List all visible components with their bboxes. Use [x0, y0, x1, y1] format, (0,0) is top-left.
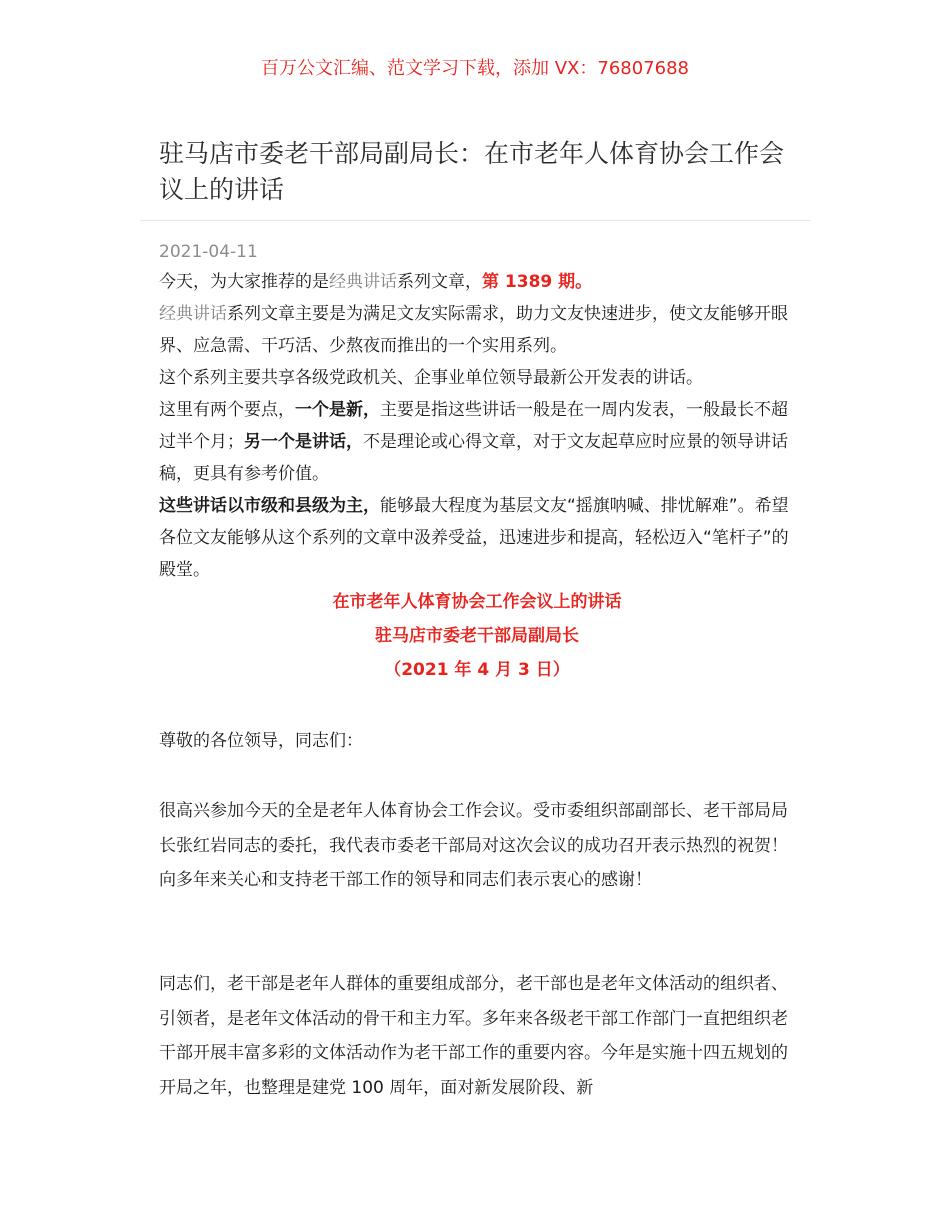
publish-date: 2021-04-11: [159, 242, 258, 262]
speech-date: （2021 年 4 月 3 日）: [384, 660, 570, 680]
series-name: 经典讲话: [329, 272, 397, 292]
series-intro: [159, 266, 795, 586]
speech-speaker: 驻马店市委老干部局副局长: [375, 626, 579, 646]
series-name-2: 经典讲话: [159, 304, 227, 324]
promo-banner: 百万公文汇编、范文学习下载，添加 VX：76807688: [261, 58, 689, 79]
title-divider: [140, 220, 810, 221]
p4-c: 主要是指这些讲话一般是在一周内发表，一般最长不超过半个月；: [159, 400, 788, 452]
p4-e: 不是理论或心得文章，对于文友起草应时应景的领导讲话稿，更具有参考价值。: [159, 432, 788, 484]
intro-paragraph-3: 这个系列主要共享各级党政机关、企事业单位领导最新公开发表的讲话。: [159, 368, 703, 388]
intro-line-1-text-b: 系列文章，: [397, 272, 482, 292]
p5-rest: 能够最大程度为基层文友“摇旗呐喊、排忧解难”。希望各位文友能够从这个系列的文章中汲养受益，迅速进步和提高，轻松迈入“笔杆子”的殿堂。: [159, 496, 789, 580]
speech-headings: [159, 585, 795, 687]
speech-paragraph-1: 很高兴参加今天的全是老年人体育协会工作会议。受市委组织部副部长、老干部局局长张红岩同志的委托，我代表市委老干部局对这次会议的成功召开表示热烈的祝贺！向多年来关心和支持老干部工作的领导和同志们表示衷心的感谢！: [159, 801, 788, 890]
speech-paragraph-2: 同志们，老干部是老年人群体的重要组成部分，老干部也是老年文体活动的组织者、引领者，是老年文体活动的骨干和主力军。多年来各级老干部工作部门一直把组织老干部开展丰富多彩的文体活动作为老干部工作的重要内容。今年是实施十四五规划的开局之年，也整理是建党 100 周年，面对新发展阶段、新: [159, 974, 788, 1098]
issue-number: 第 1389 期。: [482, 272, 593, 292]
intro-paragraph-4: [159, 394, 795, 490]
intro-line-1-text-a: 今天，为大家推荐的是: [159, 272, 329, 292]
intro-line-1: [159, 266, 795, 298]
intro-paragraph-2-text: 系列文章主要是为满足文友实际需求，助力文友快速进步，使文友能够开眼界、应急需、干巧活、少熬夜而推出的一个实用系列。: [159, 304, 788, 356]
speech-salutation: 尊敬的各位领导，同志们：: [159, 731, 363, 751]
intro-paragraph-2: [159, 298, 795, 362]
intro-paragraph-5: [159, 490, 795, 586]
p4-a: 这里有两个要点，: [159, 400, 295, 420]
speech-heading: 在市老年人体育协会工作会议上的讲话: [332, 592, 622, 612]
p5-emphasis: 这些讲话以市级和县级为主，: [159, 496, 380, 516]
p4-point-new: 一个是新，: [295, 400, 380, 420]
p4-point-speech: 另一个是讲话，: [244, 432, 363, 452]
article-title: 驻马店市委老干部局副局长：在市老年人体育协会工作会议上的讲话: [159, 139, 785, 204]
